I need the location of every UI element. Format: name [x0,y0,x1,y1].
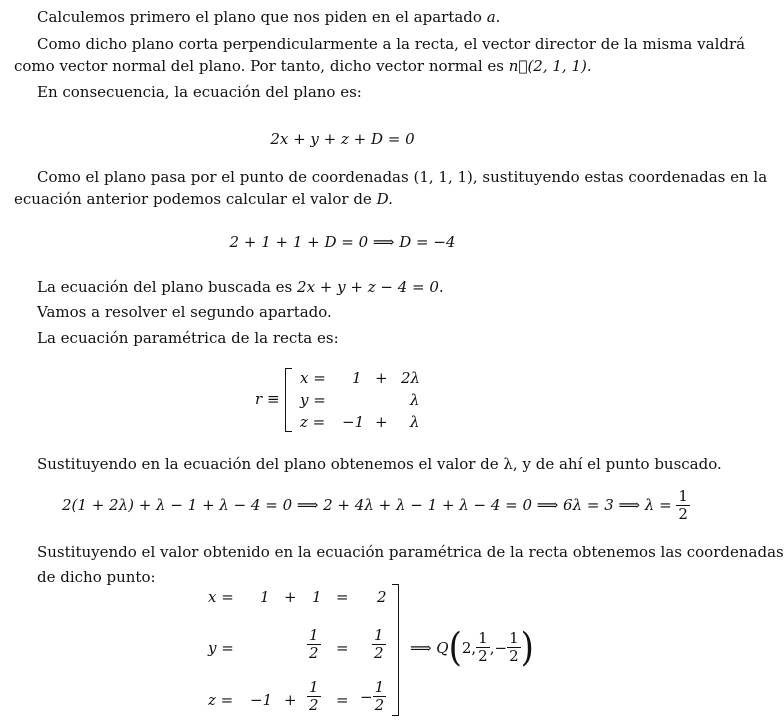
lambda-equation-text: 2(1 + 2λ) + λ − 1 + λ − 4 = 0 ⟹ 2 + 4λ + λ − 1 + λ − 4 = 0 ⟹ 6λ = 3 ⟹ λ = [62,495,672,514]
paragraph-5 [37,278,444,296]
right-bracket [392,584,399,716]
paragraph-1 [37,8,500,26]
point-prefix: ⟹ Q [410,638,449,657]
param-x-lhs: x = [300,369,326,387]
coord-z-op: + [284,691,297,709]
paragraph-2-line-2 [14,57,592,75]
coord-z-eq: = [336,691,349,709]
paragraph-5-text: La ecuación del plano buscada es [37,278,293,296]
coord-y-lhs: y = [208,639,234,657]
param-y-term: λ [410,391,420,409]
paragraph-4-line-1: Como el plano pasa por el punto de coordenadas (1, 1, 1), sustituyendo estas coordenadas en la [37,168,768,186]
paragraph-9-line-2: de dicho punto: [37,568,156,586]
point-result: ⟹ Q(2, $\frac{1}{2}$ ,− $\frac{1}{2}$ ) [410,624,534,671]
coord-x-eq: = [336,588,349,606]
lambda-fraction: $\frac{1}{2}$ [678,487,688,524]
coord-y-eq: = [336,639,349,657]
lambda-equation [62,488,690,524]
coord-z-a: −1 [250,691,273,709]
coord-x-b: 1 [312,588,322,606]
param-z-lhs: z = [300,413,326,431]
point-first-coord: 2, [461,638,477,657]
paragraph-4-var: D. [376,190,393,208]
paragraph-6: Vamos a resolver el segundo apartado. [37,303,332,321]
line-label: r ≡ [255,390,280,408]
coord-x-op: + [284,588,297,606]
plane-result-equation: 2x + y + z − 4 = 0. [297,278,444,296]
normal-vector: n⃗(2, 1, 1). [508,57,592,75]
param-x-op: + [375,369,388,387]
paragraph-1-var: a. [486,8,501,26]
left-bracket [285,368,292,432]
paragraph-2-line-1: Como dicho plano corta perpendicularmente a la recta, el vector director de la misma valdrá [37,35,746,53]
paragraph-2-text: como vector normal del plano. Por tanto, dicho vector normal es [14,57,505,75]
coord-z-frac: $\frac{1}{2}$ [309,678,319,715]
d-equation: 2 + 1 + 1 + D = 0 ⟹ D = −4 [229,233,456,251]
coord-y-result: $\frac{1}{2}$ [374,626,384,663]
coord-x-result: 2 [377,588,387,606]
coord-y-frac: $\frac{1}{2}$ [309,626,319,663]
paragraph-9-line-1: Sustituyendo el valor obtenido en la ecuación paramétrica de la recta obtenemos las coordenadas [37,543,784,561]
param-z-term: λ [410,413,420,431]
param-z-op: + [375,413,388,431]
plane-equation: 2x + y + z + D = 0 [270,130,415,148]
paragraph-1-text: Calculemos primero el plano que nos piden en el apartado [37,8,482,26]
coord-x-lhs: x = [208,588,234,606]
coord-z-result: − $\frac{1}{2}$ [360,678,385,715]
coord-x-a: 1 [260,588,270,606]
param-x-const: 1 [352,369,362,387]
paragraph-7: La ecuación paramétrica de la recta es: [37,329,339,347]
param-z-const: −1 [342,413,365,431]
param-x-term: 2λ [401,369,421,387]
param-y-lhs: y = [300,391,326,409]
paragraph-8: Sustituyendo en la ecuación del plano obtenemos el valor de λ, y de ahí el punto buscado. [37,455,722,473]
paragraph-4-text: ecuación anterior podemos calcular el valor de [14,190,372,208]
coord-z-lhs: z = [208,691,234,709]
paragraph-3: En consecuencia, la ecuación del plano es: [37,83,362,101]
paragraph-4-line-2 [14,190,393,208]
